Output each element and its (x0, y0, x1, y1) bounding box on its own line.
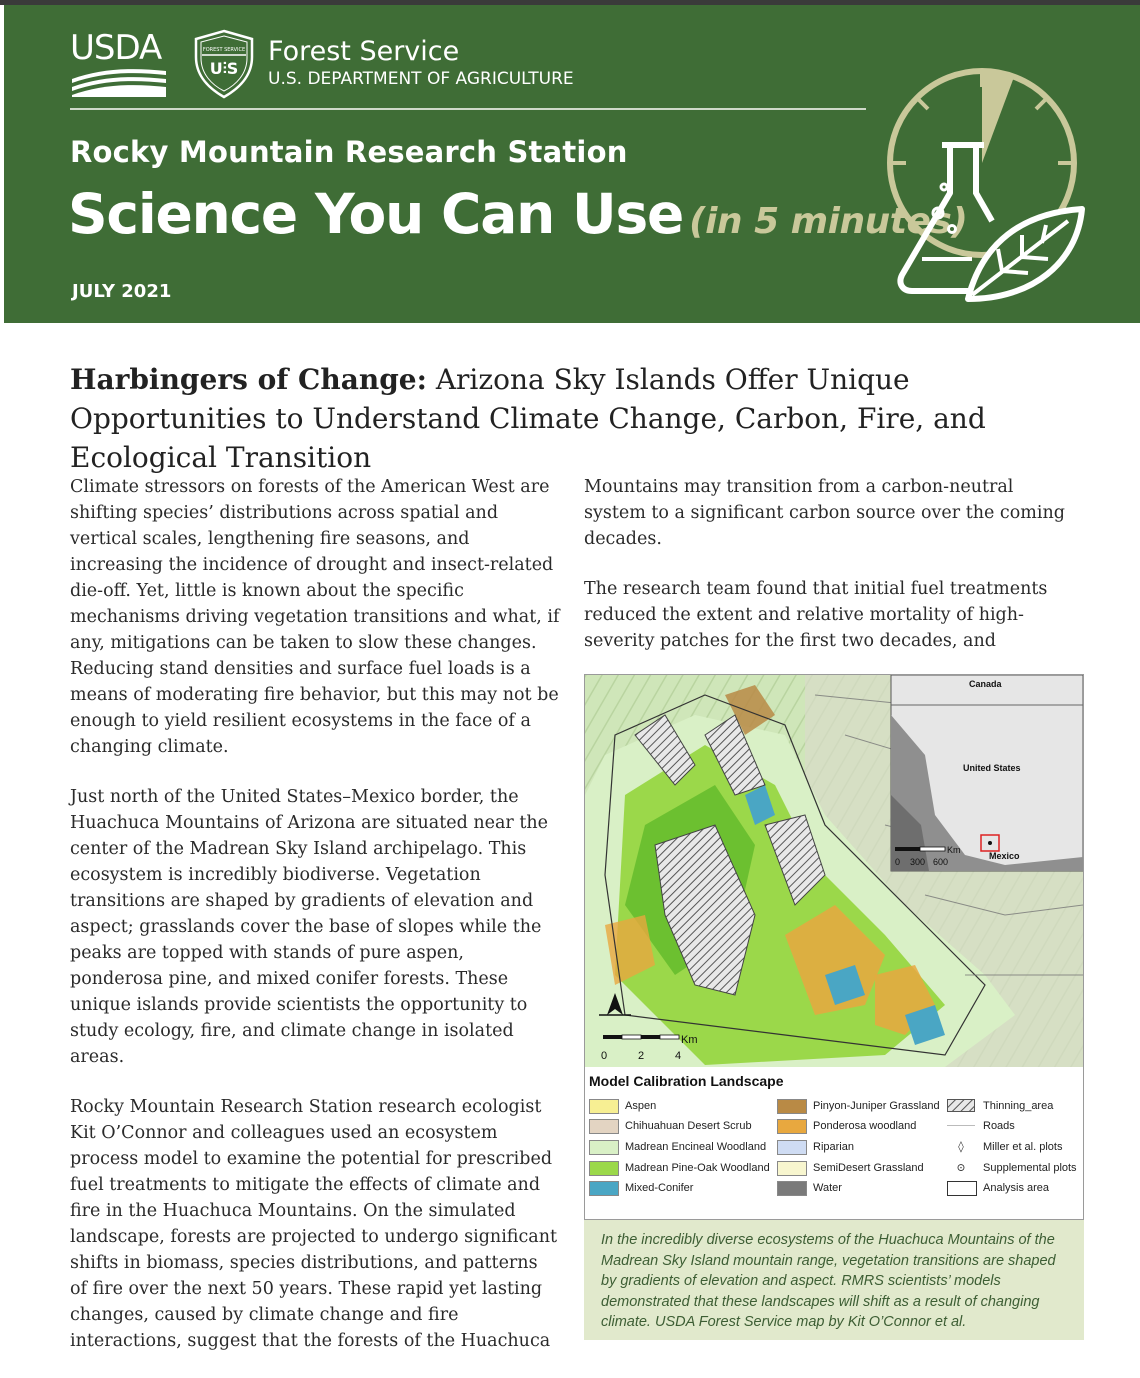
svg-text:U⫶S: U⫶S (209, 59, 239, 78)
legend-swatch (777, 1099, 807, 1114)
stopwatch-flask-leaf-icon (872, 63, 1092, 313)
figure-caption: In the incredibly diverse ecosystems of the Huachuca Mountains of the Madrean Sky Island mountain range, vegetation transitions are shaped by gradients of elevation and aspect. RMRS scientists’ models demonstrated that these landscapes will shift as a result of changing climate. USDA Forest Service map by Kit O’Connor et al. (584, 1220, 1084, 1340)
legend-swatch (589, 1161, 619, 1176)
inset-scale-unit: Km (947, 845, 961, 855)
paragraph: The research team found that initial fuel treatments reduced the extent and relative mortality of high-severity patches for the first two decades, and (584, 579, 1048, 651)
map-scale-unit: Km (681, 1034, 698, 1046)
legend-label: Thinning_area (983, 1100, 1054, 1112)
left-column (70, 474, 560, 1378)
header-banner (4, 5, 1140, 323)
hatch-swatch-icon (947, 1099, 975, 1112)
legend-swatch (777, 1119, 807, 1134)
legend-label: Supplemental plots (983, 1162, 1077, 1174)
usda-swoosh-icon (70, 28, 170, 101)
legend-label: Analysis area (983, 1182, 1050, 1194)
paragraph: Just north of the United States–Mexico border, the Huachuca Mountains of Arizona are situated near the center of the Madrean Sky Island archipelago. This ecosystem is incredibly biodiverse. Vegetation transitions are shaped by gradients of elevation and aspect; grasslands cover the base of slopes while the peaks are topped with stands of pure aspen, ponderosa pine, and mixed conifer forests. These unique islands provide scientists the opportunity to study ecology, fire, and climate change in isolated areas. (70, 787, 549, 1067)
department-name: U.S. DEPARTMENT OF AGRICULTURE (268, 69, 574, 89)
map-scale-tick: 0 (601, 1050, 608, 1062)
station-name: Rocky Mountain Research Station (70, 135, 628, 169)
shield-text: FOREST SERVICE (202, 47, 246, 53)
legend-label: Pinyon-Juniper Grassland (813, 1100, 940, 1112)
inset-label-mexico: Mexico (989, 851, 1020, 861)
legend-swatch (777, 1140, 807, 1155)
right-column (584, 474, 1076, 678)
inset-label-us: United States (963, 763, 1021, 773)
map-figure (584, 674, 1084, 1220)
legend-label: Madrean Pine-Oak Woodland (625, 1162, 770, 1174)
legend-swatch (777, 1181, 807, 1196)
header-rule (70, 108, 866, 110)
paragraph: Mountains may transition from a carbon-neutral system to a significant carbon source over the coming decades. (584, 477, 1065, 549)
legend-swatch (589, 1099, 619, 1114)
forest-service-shield-icon[interactable] (192, 29, 256, 99)
agency-name: Forest Service (268, 36, 460, 67)
series-title-main: Science You Can Use (68, 182, 684, 246)
legend-label: Chihuahuan Desert Scrub (625, 1120, 752, 1132)
series-subtitle: (in 5 minutes) (689, 201, 968, 242)
map-scale-tick: 4 (675, 1050, 682, 1062)
legend-label: Madrean Encineal Woodland (625, 1141, 767, 1153)
legend-title: Model Calibration Landscape (589, 1073, 784, 1089)
legend-swatch (589, 1181, 619, 1196)
issue-date: JULY 2021 (72, 281, 172, 302)
inset-scale-tick: 0 (895, 857, 901, 867)
inset-scale-tick: 600 (933, 857, 949, 867)
usda-logo-text: USDA (70, 28, 162, 68)
analysis-area-box-icon (947, 1181, 977, 1196)
legend-swatch (589, 1140, 619, 1155)
road-line-icon (947, 1119, 975, 1132)
legend-label: Riparian (813, 1141, 854, 1153)
legend-label: Mixed-Conifer (625, 1182, 694, 1194)
map-scale-tick: 2 (638, 1050, 645, 1062)
diamond-icon: ◊ (958, 1140, 964, 1153)
article-title (70, 360, 1090, 477)
legend-label: Ponderosa woodland (813, 1120, 917, 1132)
inset-scale-tick: 300 (910, 857, 926, 867)
legend-label: Miller et al. plots (983, 1141, 1063, 1153)
article-title-bold: Harbingers of Change: (70, 363, 427, 396)
circle-dot-icon: ⊙ (956, 1161, 966, 1174)
inset-label-canada: Canada (969, 679, 1002, 689)
paragraph: Rocky Mountain Research Station research ecologist Kit O’Connor and colleagues used an ecosystem process model to examine the potential for prescribed fuel treatments to mitigate the effects of climate and fire in the Huachuca Mountains. On the simulated landscape, forests are projected to undergo significant shifts in biomass, species distributions, and patterns of fire over the next 50 years. These rapid yet lasting changes, caused by climate change and fire interactions, suggest that the forests of the Huachuca (70, 1097, 558, 1351)
legend-label: SemiDesert Grassland (813, 1162, 924, 1174)
vegetation-map[interactable] (585, 675, 1083, 1067)
legend-label: Aspen (625, 1100, 657, 1112)
legend-swatch (777, 1161, 807, 1176)
article-title-rest: Arizona Sky Islands Offer Unique Opportunities to Understand Climate Change, Carbon, Fire, and Ecological Transition (70, 363, 986, 474)
paragraph: Climate stressors on forests of the American West are shifting species’ distributions across spatial and vertical scales, lengthening fire seasons, and increasing the incidence of drought and insect-related die-off. Yet, little is known about the specific mechanisms driving vegetation transitions and what, if any, mitigations can be taken to slow these changes. Reducing stand densities and surface fuel loads is a means of moderating fire behavior, but this may not be enough to yield resilient ecosystems in the face of a changing climate. (70, 477, 560, 757)
legend-swatch (589, 1119, 619, 1134)
legend-label: Roads (983, 1120, 1015, 1132)
series-title (68, 183, 967, 253)
usda-logo[interactable] (70, 28, 170, 101)
legend-label: Water (813, 1182, 842, 1194)
